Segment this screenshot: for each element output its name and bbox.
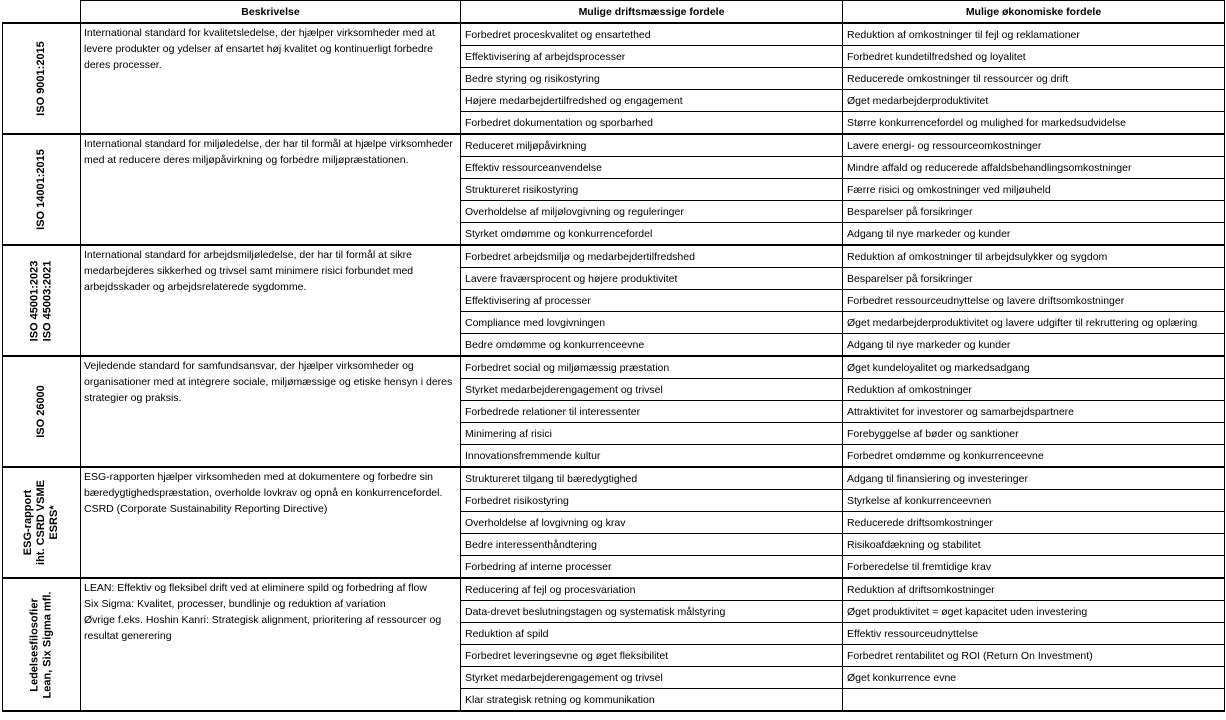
description-text: International standard for kvalitetsledelse, der hjælper virksomheder med at levere produkter og ydelser af ensartet høj kvalitet og kontinuerligt forbedre deres processer.: [84, 27, 435, 71]
operational-benefit-cell: Styrket omdømme og konkurrencefordel: [461, 223, 843, 246]
table-row: [3, 356, 1225, 379]
standard-label-line: ISO 45001:2023: [28, 260, 41, 341]
header-row: [3, 1, 1225, 24]
economic-benefit-cell: Større konkurrencefordel og mulighed for markedsudvidelse: [843, 112, 1225, 135]
description-line: Six Sigma: Kvalitet, processer, bundlinje og reduktion af variation: [84, 598, 386, 610]
economic-benefit-cell: Reduktion af omkostninger: [843, 379, 1225, 401]
operational-benefit-cell: Styrket medarbejderengagement og trivsel: [461, 379, 843, 401]
economic-benefit-cell: Besparelser på forsikringer: [843, 268, 1225, 290]
operational-benefit-cell: Compliance med lovgivningen: [461, 312, 843, 334]
economic-benefit-cell: Forbedret rentabilitet og ROI (Return On Investment): [843, 645, 1225, 667]
operational-benefit-cell: Struktureret tilgang til bæredygtighed: [461, 467, 843, 490]
standard-description: [81, 134, 461, 245]
operational-benefit-cell: Forbedret arbejdsmiljø og medarbejdertilfredshed: [461, 245, 843, 268]
economic-benefit-cell: Forebyggelse af bøder og sanktioner: [843, 423, 1225, 445]
economic-benefit-cell: Adgang til nye markeder og kunder: [843, 334, 1225, 357]
standard-label-line: Ledelsesfilosofier: [28, 597, 41, 692]
description-line: Øvrige f.eks. Hoshin Kanri: Strategisk alignment, prioritering af ressourcer og resultat generering: [84, 614, 442, 642]
operational-benefit-cell: Forbedret leveringsevne og øget fleksibilitet: [461, 645, 843, 667]
economic-benefit-cell: Reducerede omkostninger til ressourcer og drift: [843, 68, 1225, 90]
operational-benefit-cell: Lavere fraværsprocent og højere produktivitet: [461, 268, 843, 290]
header-economic-benefits: Mulige økonomiske fordele: [843, 1, 1225, 24]
operational-benefit-cell: Innovationsfremmende kultur: [461, 445, 843, 468]
economic-benefit-cell: Attraktivitet for investorer og samarbejdspartnere: [843, 401, 1225, 423]
operational-benefit-cell: Forbedrede relationer til interessenter: [461, 401, 843, 423]
standard-description: [81, 245, 461, 356]
description-line: LEAN: Effektiv og fleksibel drift ved at eliminere spild og forbedring af flow: [84, 582, 427, 594]
economic-benefit-cell: Forbedret kundetilfredshed og loyalitet: [843, 46, 1225, 68]
economic-benefit-cell: Reduktion af omkostninger til arbejdsulykker og sygdom: [843, 245, 1225, 268]
economic-benefit-cell: Adgang til nye markeder og kunder: [843, 223, 1225, 246]
standard-label: [3, 356, 81, 467]
economic-benefit-cell: Lavere energi- og ressourceomkostninger: [843, 134, 1225, 157]
standard-label-line: ISO 26000: [35, 385, 47, 438]
table-row: [3, 23, 1225, 46]
standard-description: [81, 467, 461, 578]
operational-benefit-cell: Forbedret social og miljømæssig præstation: [461, 356, 843, 379]
standard-label: [3, 23, 81, 134]
standard-description: [81, 23, 461, 134]
operational-benefit-cell: Forbedret proceskvalitet og ensartethed: [461, 23, 843, 46]
economic-benefit-cell: Reduktion af omkostninger til fejl og reklamationer: [843, 23, 1225, 46]
header-description: Beskrivelse: [81, 1, 461, 24]
standard-label-line: iht. CSRD VSME: [35, 480, 48, 565]
economic-benefit-cell: [843, 689, 1225, 712]
table-row: [3, 245, 1225, 268]
economic-benefit-cell: Forbedret ressourceudnyttelse og lavere driftsomkostninger: [843, 290, 1225, 312]
standard-label: [3, 245, 81, 356]
economic-benefit-cell: Risikoafdækning og stabilitet: [843, 534, 1225, 556]
economic-benefit-cell: Reduktion af driftsomkostninger: [843, 578, 1225, 601]
standards-benefits-table: [2, 0, 1225, 712]
standard-description: [81, 578, 461, 711]
operational-benefit-cell: Overholdelse af miljølovgivning og reguleringer: [461, 201, 843, 223]
economic-benefit-cell: Øget produktivitet = øget kapacitet uden investering: [843, 601, 1225, 623]
operational-benefit-cell: Reduceret miljøpåvirkning: [461, 134, 843, 157]
operational-benefit-cell: Effektivisering af arbejdsprocesser: [461, 46, 843, 68]
description-text: International standard for miljøledelse, der har til formål at hjælpe virksomheder med at reducere deres miljøpåvirkning og forbedre miljøpræstationen.: [84, 138, 453, 166]
operational-benefit-cell: Struktureret risikostyring: [461, 179, 843, 201]
standard-label-line: ESG-rapport: [22, 489, 35, 556]
economic-benefit-cell: Forbedret omdømme og konkurrenceevne: [843, 445, 1225, 468]
economic-benefit-cell: Øget konkurrence evne: [843, 667, 1225, 689]
operational-benefit-cell: Reducering af fejl og procesvariation: [461, 578, 843, 601]
operational-benefit-cell: Reduktion af spild: [461, 623, 843, 645]
table-row: [3, 134, 1225, 157]
economic-benefit-cell: Øget medarbejderproduktivitet og lavere udgifter til rekruttering og oplæring: [843, 312, 1225, 334]
header-blank: [3, 1, 81, 24]
operational-benefit-cell: Bedre omdømme og konkurrenceevne: [461, 334, 843, 357]
economic-benefit-cell: Øget kundeloyalitet og markedsadgang: [843, 356, 1225, 379]
economic-benefit-cell: Færre risici og omkostninger ved miljøuheld: [843, 179, 1225, 201]
table-row: [3, 578, 1225, 601]
economic-benefit-cell: Styrkelse af konkurrenceevnen: [843, 490, 1225, 512]
description-text: ESG-rapporten hjælper virksomheden med at dokumentere og forbedre sin bæredygtighedspræstation, overholde lovkrav og opnå en konkurrencefordel. CSRD (Corporate Sustainability Reporting Directive): [84, 471, 443, 515]
description-text: International standard for arbejdsmiljøledelse, der har til formål at sikre medarbejderes sikkerhed og trivsel samt minimere risici forbundet med arbejdsskader og arbejdsrelaterede sygdomme.: [84, 249, 414, 293]
table-body: [3, 23, 1225, 711]
header-operational-benefits: Mulige driftsmæssige fordele: [461, 1, 843, 24]
operational-benefit-cell: Styrket medarbejderengagement og trivsel: [461, 667, 843, 689]
standard-description: [81, 356, 461, 467]
economic-benefit-cell: Forberedelse til fremtidige krav: [843, 556, 1225, 579]
operational-benefit-cell: Bedre interessenthåndtering: [461, 534, 843, 556]
operational-benefit-cell: Forbedret risikostyring: [461, 490, 843, 512]
economic-benefit-cell: Effektiv ressourceudnyttelse: [843, 623, 1225, 645]
economic-benefit-cell: Adgang til finansiering og investeringer: [843, 467, 1225, 490]
economic-benefit-cell: Besparelser på forsikringer: [843, 201, 1225, 223]
description-text: Vejledende standard for samfundsansvar, der hjælper virksomheder og organisationer med at integrere sociale, miljømæssige og etiske hensyn i deres strategier og praksis.: [84, 360, 453, 404]
standard-label: [3, 467, 81, 578]
standard-label: [3, 134, 81, 245]
economic-benefit-cell: Reducerede driftsomkostninger: [843, 512, 1225, 534]
operational-benefit-cell: Forbedret dokumentation og sporbarhed: [461, 112, 843, 135]
standard-label: [3, 578, 81, 711]
operational-benefit-cell: Data-drevet beslutningstagen og systematisk målstyring: [461, 601, 843, 623]
operational-benefit-cell: Klar strategisk retning og kommunikation: [461, 689, 843, 712]
operational-benefit-cell: Overholdelse af lovgivning og krav: [461, 512, 843, 534]
standard-label-line: ESRS*: [48, 505, 61, 540]
operational-benefit-cell: Effektiv ressourceanvendelse: [461, 157, 843, 179]
operational-benefit-cell: Bedre styring og risikostyring: [461, 68, 843, 90]
operational-benefit-cell: Højere medarbejdertilfredshed og engagement: [461, 90, 843, 112]
economic-benefit-cell: Mindre affald og reducerede affaldsbehandlingsomkostninger: [843, 157, 1225, 179]
operational-benefit-cell: Minimering af risici: [461, 423, 843, 445]
operational-benefit-cell: Effektivisering af processer: [461, 290, 843, 312]
standard-label-line: Lean, Six Sigma mfl.: [41, 591, 54, 698]
standard-label-line: ISO 45003:2021: [41, 260, 54, 341]
operational-benefit-cell: Forbedring af interne processer: [461, 556, 843, 579]
economic-benefit-cell: Øget medarbejderproduktivitet: [843, 90, 1225, 112]
table-row: [3, 467, 1225, 490]
standard-label-line: ISO 9001:2015: [35, 41, 47, 116]
standard-label-line: ISO 14001:2015: [35, 149, 48, 230]
